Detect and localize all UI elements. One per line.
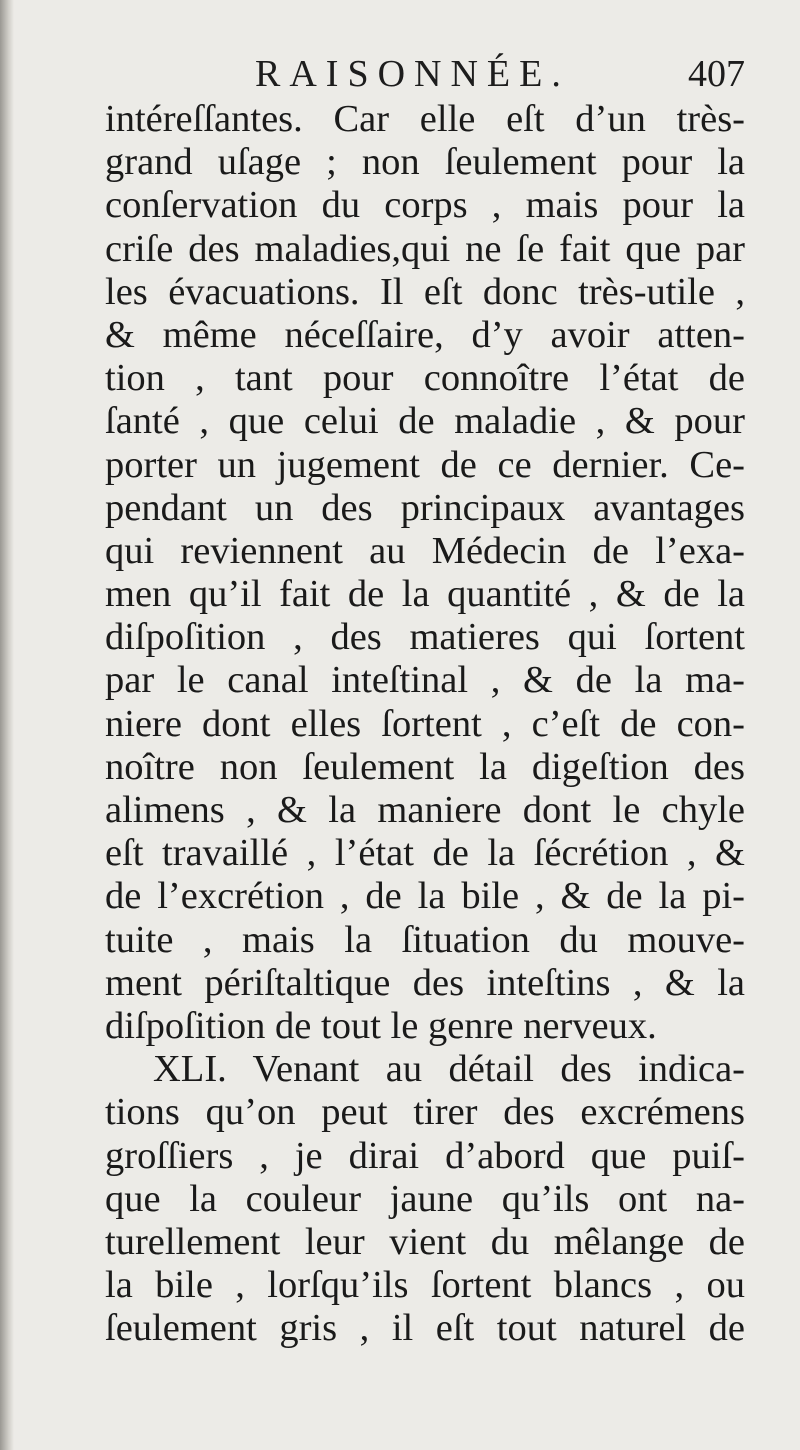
text-line: criſe des maladies,qui ne ſe fait que par	[105, 227, 745, 270]
text-line: porter un jugement de ce dernier. Ce-	[105, 443, 745, 486]
text-line: alimens , & la maniere dont le chyle	[105, 789, 745, 831]
text-line: intéreſſantes. Car elle eſt d’un très-	[105, 98, 745, 140]
text-line: turellement leur vient du mêlange de	[105, 1220, 745, 1263]
body-text	[105, 98, 745, 1350]
text-line: que la couleur jaune qu’ils ont na-	[105, 1177, 745, 1220]
text-line: groſſiers , je dirai d’abord que puiſ-	[105, 1134, 745, 1177]
text-line: diſpoſition de tout le genre nerveux.	[105, 1004, 657, 1047]
text-line: ſanté , que celui de maladie , & pour	[105, 400, 745, 443]
text-line: noître non ſeulement la digeſtion des	[105, 745, 745, 788]
text-line: tuite , mais la ſituation du mouve-	[105, 918, 745, 961]
text-line: par le canal inteſtinal , & de la ma-	[105, 659, 745, 702]
page-number: 407	[688, 53, 745, 95]
text-line: niere dont elles ſortent , c’eſt de con-	[105, 702, 745, 745]
page-header	[105, 52, 745, 98]
text-line: tion , tant pour connoître l’état de	[105, 357, 745, 400]
text-line: tions qu’on peut tirer des excrémens	[105, 1091, 745, 1134]
text-line: qui reviennent au Médecin de l’exa-	[105, 529, 745, 572]
text-line: men qu’il fait de la quantité , & de la	[105, 573, 745, 616]
text-line: ment périſtaltique des inteſtins , & la	[105, 961, 745, 1004]
text-line: conſervation du corps , mais pour la	[105, 184, 745, 227]
running-head: RAISONNÉE.	[255, 53, 570, 95]
text-line: diſpoſition , des matieres qui ſortent	[105, 616, 745, 659]
text-line: ſeulement gris , il eſt tout naturel de	[105, 1307, 745, 1350]
text-line: la bile , lorſqu’ils ſortent blancs , ou	[105, 1264, 745, 1307]
page-gutter-shadow	[0, 0, 14, 1450]
text-line: eſt travaillé , l’état de la ſécrétion , &	[105, 832, 745, 875]
text-line: les évacuations. Il eſt donc très-utile ,	[105, 270, 745, 313]
text-line: & même néceſſaire, d’y avoir atten-	[105, 313, 745, 356]
text-line: grand uſage ; non ſeulement pour la	[105, 141, 745, 184]
text-line: de l’excrétion , de la bile , & de la pi-	[105, 875, 745, 918]
paragraph-1	[105, 98, 745, 1048]
text-line: pendant un des principaux avantages	[105, 486, 745, 529]
text-line: XLI. Venant au détail des indica-	[153, 1048, 745, 1091]
paragraph-2-section-xli	[105, 1048, 745, 1350]
